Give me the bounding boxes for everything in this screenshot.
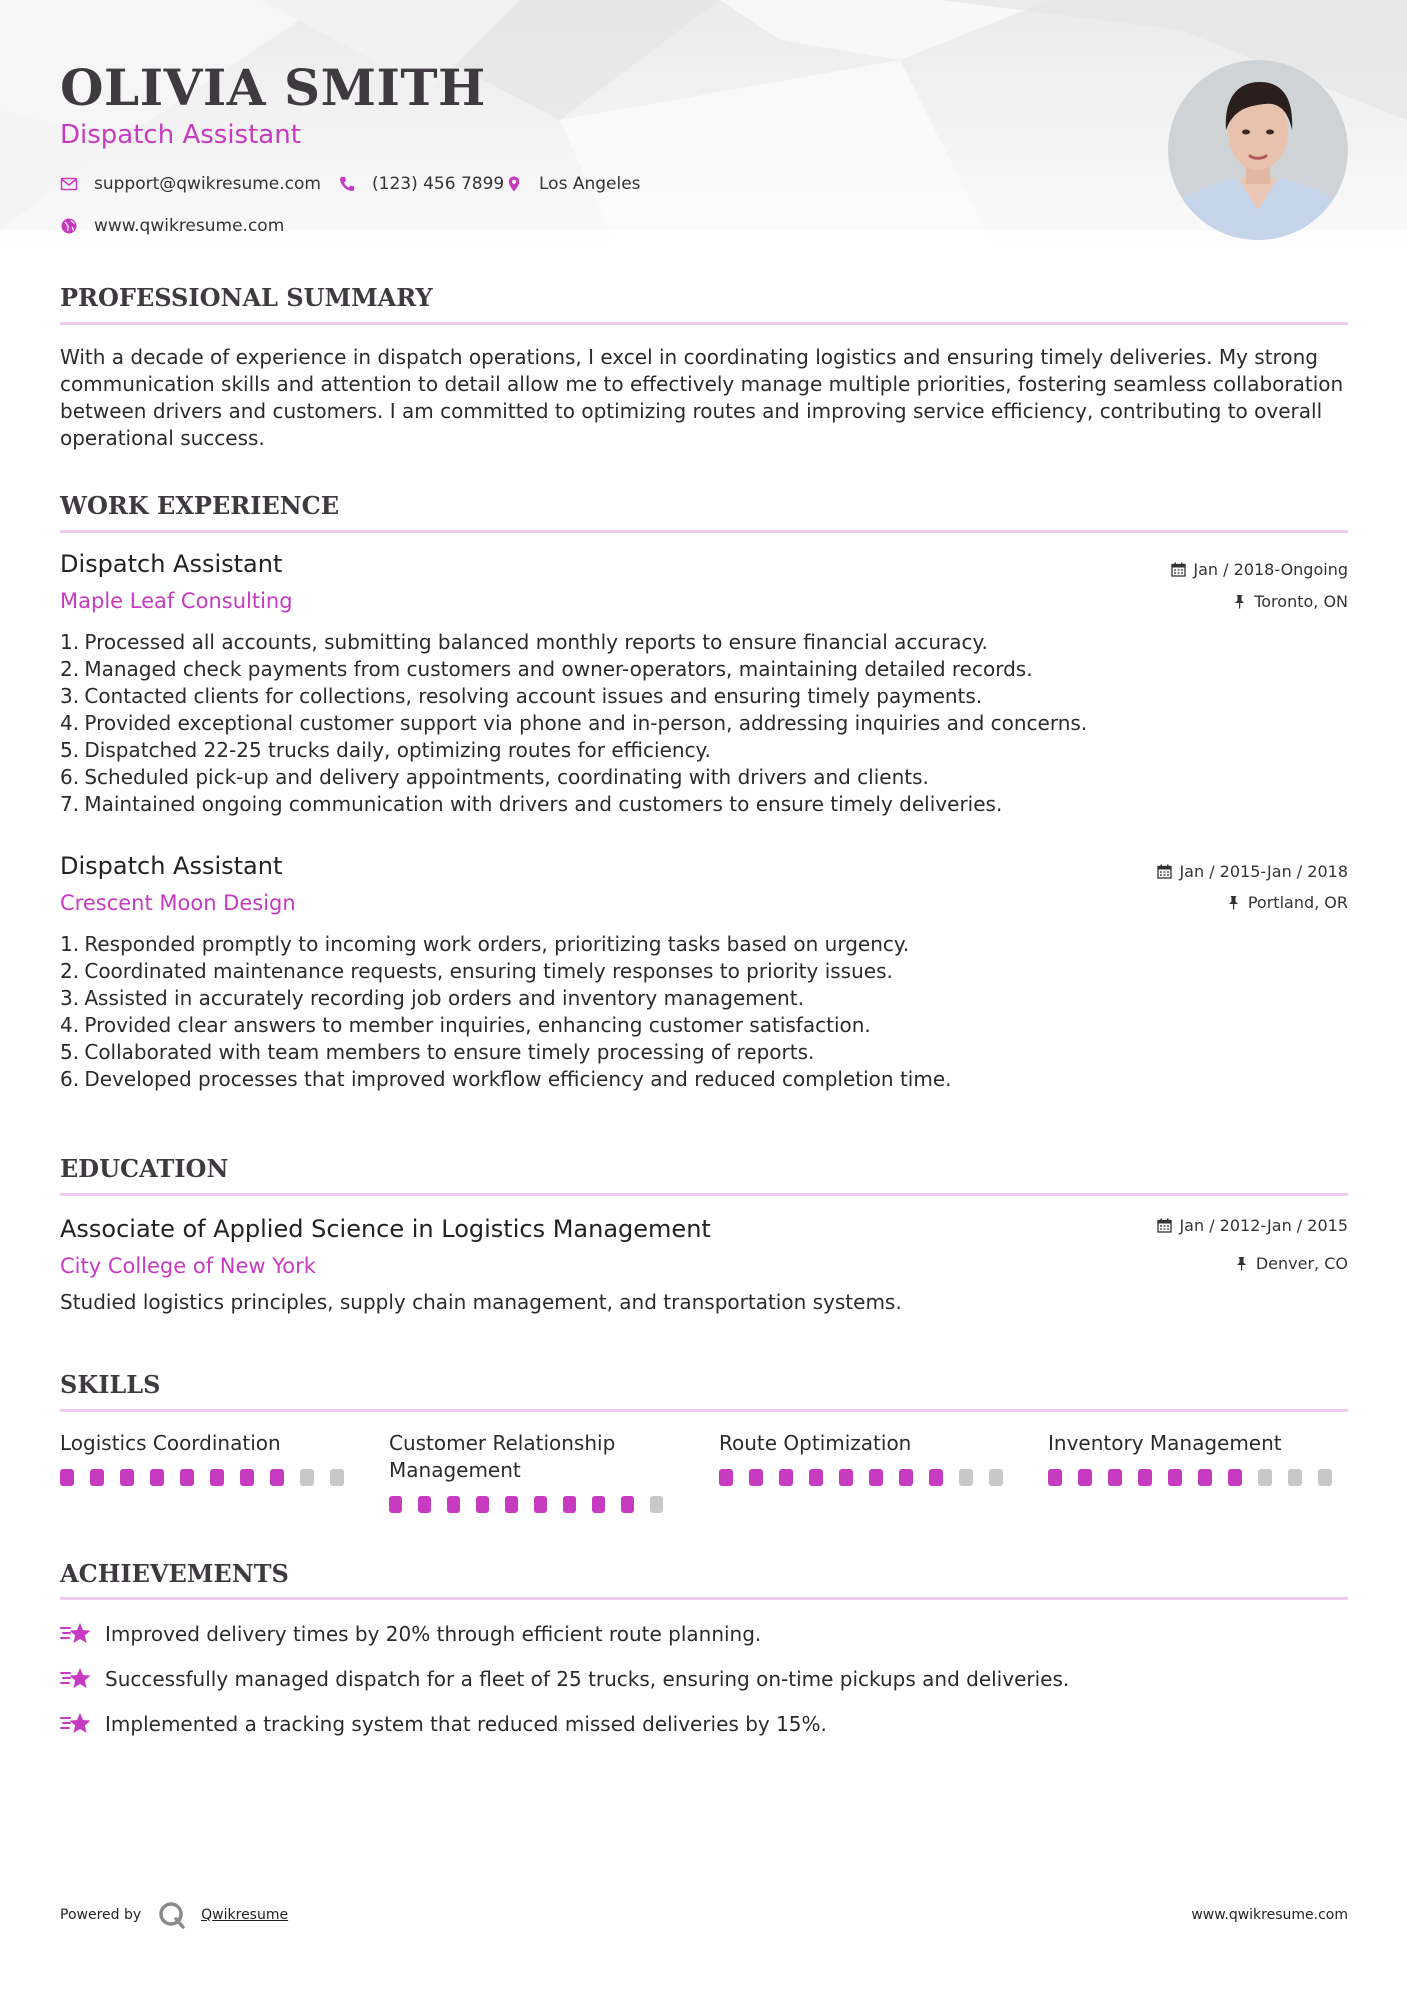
skill-inventory-management — [1048, 1430, 1348, 1486]
calendar-icon — [1171, 562, 1186, 577]
job-1-dates — [1171, 560, 1348, 579]
rating-dot-filled — [1078, 1469, 1092, 1486]
rating-dot-filled — [534, 1496, 547, 1513]
shooting-star-icon — [60, 1620, 92, 1648]
email-text: support@qwikresume.com — [94, 174, 321, 194]
rating-dot-filled — [1108, 1469, 1122, 1486]
skill-rating — [389, 1496, 679, 1513]
rating-dot-empty — [959, 1469, 973, 1486]
pushpin-icon — [1232, 594, 1247, 609]
qwikresume-link[interactable]: Qwikresume — [201, 1907, 289, 1923]
skills-heading: SKILLS — [60, 1370, 161, 1399]
list-item: 2. Managed check payments from customers and owner-operators, maintaining detailed records. — [60, 657, 1033, 681]
rating-dot-empty — [330, 1469, 344, 1486]
job-2-bullets — [60, 931, 1348, 1093]
website-text: www.qwikresume.com — [94, 216, 285, 236]
job-1-bullets — [60, 629, 1348, 818]
summary-text: With a decade of experience in dispatch operations, I excel in coordinating logistics and ensuring timely deliveries. My strong communication skills and attention to detail allow me to effectively manage multiple priorities, fostering seamless collaboration between drivers and customers. I am committed to optimizing routes and improving service efficiency, contributing to overall operational success. — [60, 345, 1344, 450]
contact-email[interactable] — [60, 174, 321, 194]
rating-dot-empty — [300, 1469, 314, 1486]
phone-icon — [338, 175, 356, 193]
job-1-location-text: Toronto, ON — [1254, 592, 1348, 611]
summary-divider — [60, 322, 1348, 325]
rating-dot-filled — [180, 1469, 194, 1486]
rating-dot-filled — [621, 1496, 634, 1513]
rating-dot-filled — [592, 1496, 605, 1513]
rating-dot-filled — [240, 1469, 254, 1486]
skill-logistics-coordination — [60, 1430, 360, 1486]
list-item: 5. Dispatched 22-25 trucks daily, optimizing routes for efficiency. — [60, 738, 711, 762]
rating-dot-filled — [929, 1469, 943, 1486]
achievement-text: Improved delivery times by 20% through efficient route planning. — [105, 1622, 762, 1646]
skill-rating — [60, 1469, 360, 1486]
education-location-text: Denver, CO — [1255, 1254, 1348, 1273]
skill-route-optimization — [719, 1430, 1019, 1486]
candidate-name: OLIVIA SMITH — [60, 58, 486, 117]
list-item: 1. Processed all accounts, submitting balanced monthly reports to ensure financial accuracy. — [60, 630, 988, 654]
education-heading: EDUCATION — [60, 1154, 229, 1183]
rating-dot-filled — [1138, 1469, 1152, 1486]
skill-name: Inventory Management — [1048, 1431, 1282, 1455]
achievements-heading: ACHIEVEMENTS — [60, 1559, 289, 1588]
map-pin-icon — [505, 175, 523, 193]
contact-phone[interactable] — [338, 174, 504, 194]
candidate-role: Dispatch Assistant — [60, 120, 301, 150]
rating-dot-empty — [989, 1469, 1003, 1486]
shooting-star-icon — [60, 1665, 92, 1693]
job-1-title: Dispatch Assistant — [60, 550, 283, 578]
rating-dot-empty — [1288, 1469, 1302, 1486]
list-item: 7. Maintained ongoing communication with drivers and customers to ensure timely deliveries. — [60, 792, 1003, 816]
footer-website[interactable]: www.qwikresume.com — [1191, 1907, 1348, 1923]
achievement-item — [60, 1620, 761, 1648]
skill-customer-relationship-management — [389, 1430, 679, 1513]
list-item: 3. Assisted in accurately recording job orders and inventory management. — [60, 986, 804, 1010]
achievement-item — [60, 1665, 1069, 1693]
location-text: Los Angeles — [539, 174, 641, 194]
list-item: 4. Provided clear answers to member inquiries, enhancing customer satisfaction. — [60, 1013, 871, 1037]
rating-dot-filled — [719, 1469, 733, 1486]
education-location — [1234, 1254, 1348, 1273]
achievements-divider — [60, 1597, 1348, 1600]
rating-dot-filled — [389, 1496, 402, 1513]
job-1-dates-text: Jan / 2018-Ongoing — [1193, 560, 1348, 579]
list-item: 4. Provided exceptional customer support via phone and in-person, addressing inquiries and concerns. — [60, 711, 1088, 735]
education-degree: Associate of Applied Science in Logistics Management — [60, 1215, 711, 1243]
achievement-item — [60, 1710, 827, 1738]
achievement-text: Successfully managed dispatch for a fleet of 25 trucks, ensuring on-time pickups and deliveries. — [105, 1667, 1070, 1691]
achievement-text: Implemented a tracking system that reduced missed deliveries by 15%. — [105, 1712, 827, 1736]
education-dates-text: Jan / 2012-Jan / 2015 — [1179, 1216, 1348, 1235]
summary-heading: PROFESSIONAL SUMMARY — [60, 283, 433, 312]
list-item: 6. Developed processes that improved workflow efficiency and reduced completion time. — [60, 1067, 952, 1091]
rating-dot-filled — [779, 1469, 793, 1486]
rating-dot-filled — [120, 1469, 134, 1486]
job-2-dates-text: Jan / 2015-Jan / 2018 — [1179, 862, 1348, 881]
rating-dot-empty — [1258, 1469, 1272, 1486]
rating-dot-empty — [650, 1496, 663, 1513]
job-2-dates — [1157, 862, 1348, 881]
shooting-star-icon — [60, 1710, 92, 1738]
phone-text: (123) 456 7899 — [372, 174, 505, 194]
contact-website[interactable] — [60, 216, 284, 236]
rating-dot-filled — [1198, 1469, 1212, 1486]
skills-divider — [60, 1409, 1348, 1412]
rating-dot-filled — [60, 1469, 74, 1486]
rating-dot-filled — [899, 1469, 913, 1486]
skill-rating — [719, 1469, 1019, 1486]
calendar-icon — [1157, 864, 1172, 879]
rating-dot-filled — [90, 1469, 104, 1486]
rating-dot-filled — [1228, 1469, 1242, 1486]
job-2-location-text: Portland, OR — [1247, 893, 1348, 912]
qwikresume-logo-icon — [157, 1900, 187, 1930]
job-2-location — [1226, 893, 1348, 912]
envelope-icon — [60, 175, 78, 193]
powered-by-label: Powered by — [60, 1907, 142, 1923]
job-2-title: Dispatch Assistant — [60, 852, 283, 880]
footer-powered-by — [60, 1900, 288, 1930]
rating-dot-filled — [418, 1496, 431, 1513]
skill-name: Customer Relationship Management — [389, 1431, 616, 1482]
list-item: 5. Collaborated with team members to ensure timely processing of reports. — [60, 1040, 815, 1064]
globe-icon — [60, 217, 78, 235]
job-1-location — [1232, 592, 1348, 611]
education-school: City College of New York — [60, 1254, 316, 1278]
rating-dot-filled — [1168, 1469, 1182, 1486]
list-item: 1. Responded promptly to incoming work orders, prioritizing tasks based on urgency. — [60, 932, 910, 956]
rating-dot-filled — [749, 1469, 763, 1486]
profile-photo — [1168, 60, 1348, 240]
job-2-company: Crescent Moon Design — [60, 891, 296, 915]
rating-dot-filled — [447, 1496, 460, 1513]
education-divider — [60, 1193, 1348, 1196]
list-item: 6. Scheduled pick-up and delivery appointments, coordinating with drivers and clients. — [60, 765, 929, 789]
list-item: 2. Coordinated maintenance requests, ensuring timely responses to priority issues. — [60, 959, 893, 983]
rating-dot-filled — [563, 1496, 576, 1513]
rating-dot-filled — [210, 1469, 224, 1486]
rating-dot-filled — [839, 1469, 853, 1486]
job-1-company: Maple Leaf Consulting — [60, 589, 293, 613]
rating-dot-filled — [505, 1496, 518, 1513]
rating-dot-filled — [869, 1469, 883, 1486]
pushpin-icon — [1234, 1256, 1249, 1271]
pushpin-icon — [1226, 895, 1241, 910]
contact-location — [505, 174, 641, 194]
skill-name: Route Optimization — [719, 1431, 912, 1455]
rating-dot-empty — [1318, 1469, 1332, 1486]
rating-dot-filled — [1048, 1469, 1062, 1486]
experience-divider — [60, 530, 1348, 533]
experience-heading: WORK EXPERIENCE — [60, 491, 340, 520]
skill-name: Logistics Coordination — [60, 1431, 281, 1455]
rating-dot-filled — [270, 1469, 284, 1486]
education-description: Studied logistics principles, supply chain management, and transportation systems. — [60, 1290, 902, 1314]
education-dates — [1157, 1216, 1348, 1235]
rating-dot-filled — [476, 1496, 489, 1513]
calendar-icon — [1157, 1218, 1172, 1233]
rating-dot-filled — [809, 1469, 823, 1486]
rating-dot-filled — [150, 1469, 164, 1486]
skill-rating — [1048, 1469, 1348, 1486]
list-item: 3. Contacted clients for collections, resolving account issues and ensuring timely payments. — [60, 684, 983, 708]
